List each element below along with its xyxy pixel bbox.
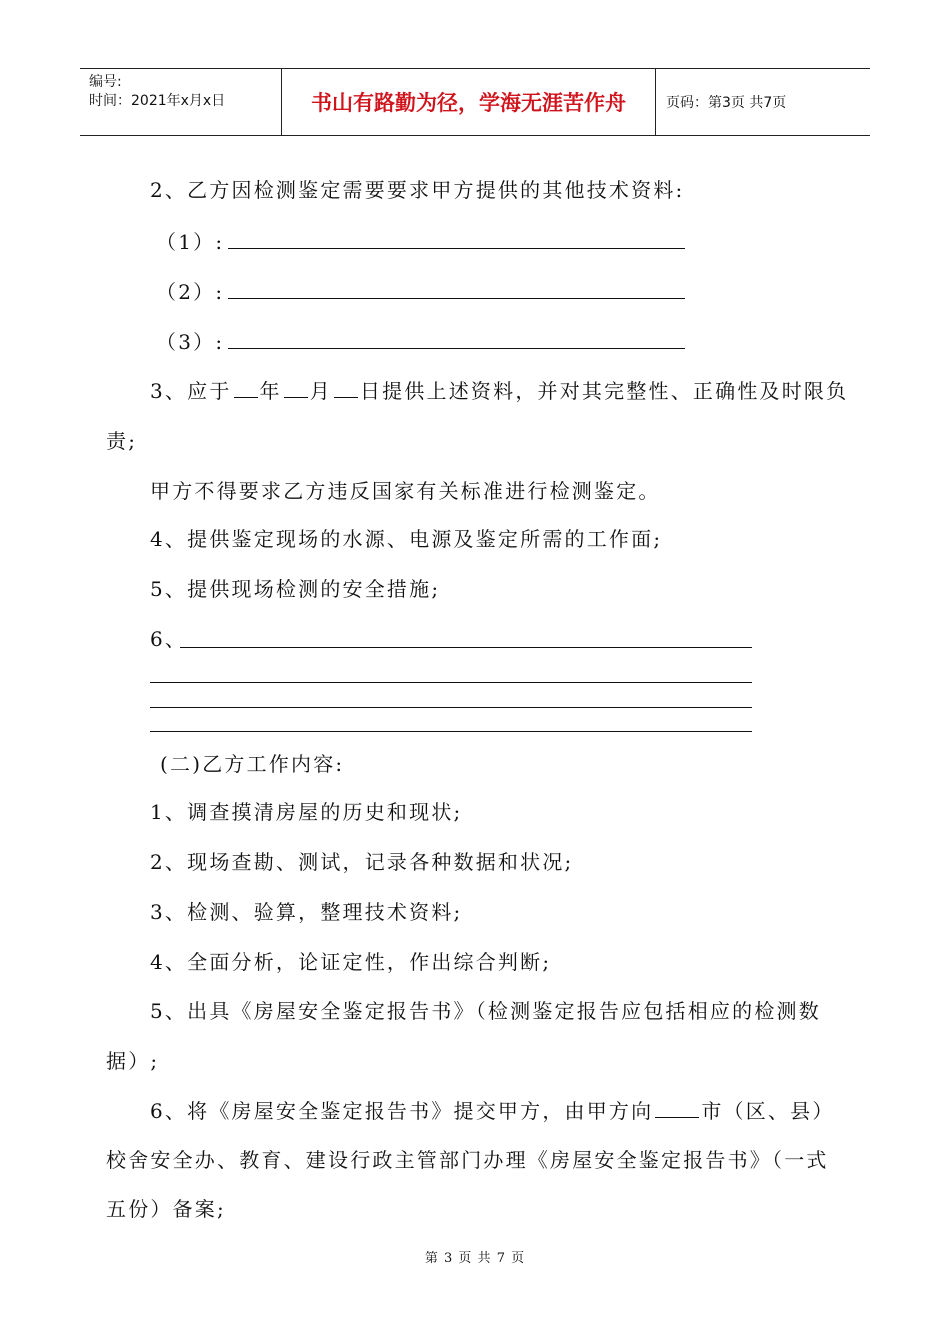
blank-item-1-label: （1）: (156, 230, 225, 254)
requirement-item-3 (150, 379, 848, 403)
blank-line-2[interactable] (228, 298, 685, 299)
work-item-1: 1、调查摸清房屋的历史和现状; (150, 800, 463, 824)
requirement-item-2: 2、乙方因检测鉴定需要要求甲方提供的其他技术资料: (150, 178, 685, 202)
item3-text-c: 月 (309, 379, 332, 403)
month-blank[interactable] (284, 379, 308, 398)
blank-item-1 (156, 230, 224, 254)
item3-text-b: 年 (259, 379, 282, 403)
blank-item-3 (156, 330, 224, 354)
work-item-5-continued: 据）; (106, 1049, 160, 1073)
blank-item-2-label: （2）: (156, 280, 225, 304)
blank-item-3-label: （3）: (156, 330, 225, 354)
work-item-5: 5、出具《房屋安全鉴定报告书》（检测鉴定报告应包括相应的检测数 (150, 999, 821, 1023)
requirement-item-4: 4、提供鉴定现场的水源、电源及鉴定所需的工作面; (150, 527, 663, 551)
work-item-6 (150, 1099, 835, 1123)
blank-line-3[interactable] (228, 348, 685, 349)
document-date-label: 时间：2021年x月x日 (89, 93, 226, 109)
document-number-label: 编号: (89, 74, 122, 90)
requirement-item-3-continued: 责; (106, 429, 138, 453)
work-item-6-text-a: 6、将《房屋安全鉴定报告书》提交甲方，由甲方向 (150, 1099, 654, 1123)
work-item-2: 2、现场查勘、测试，记录各种数据和状况; (150, 850, 574, 874)
city-blank[interactable] (655, 1099, 699, 1118)
requirement-item-5: 5、提供现场检测的安全措施; (150, 577, 441, 601)
header-meta (80, 69, 282, 135)
blank-item-2 (156, 280, 224, 304)
item6-blank-line-1[interactable] (180, 647, 752, 648)
header-motto: 书山有路勤为径，学海无涯苦作舟 (282, 69, 656, 135)
item6-blank-line-2[interactable] (150, 682, 752, 683)
work-item-6-continued-2: 五份）备案; (106, 1197, 226, 1221)
section-heading-party-b-work: (二)乙方工作内容: (160, 752, 345, 776)
year-blank[interactable] (234, 379, 258, 398)
note-line: 甲方不得要求乙方违反国家有关标准进行检测鉴定。 (150, 479, 661, 503)
work-item-6-text-b: 市（区、县） (701, 1099, 835, 1123)
day-blank[interactable] (334, 379, 358, 398)
blank-line-1[interactable] (228, 248, 685, 249)
page-footer: 第 3 页 共 7 页 (424, 1251, 526, 1266)
item3-text-d: 日提供上述资料，并对其完整性、正确性及时限负 (359, 379, 849, 403)
work-item-6-continued-1: 校舍安全办、教育、建设行政主管部门办理《房屋安全鉴定报告书》（一式 (106, 1148, 829, 1172)
work-item-3: 3、检测、验算，整理技术资料; (150, 900, 463, 924)
item6-blank-line-3[interactable] (150, 707, 752, 708)
page-header (80, 68, 870, 136)
requirement-item-6: 6、 (150, 627, 188, 651)
header-page-info: 页码：第3页 共7页 (666, 95, 787, 111)
item3-text-a: 3、应于 (150, 379, 232, 403)
item6-blank-line-4[interactable] (150, 731, 752, 732)
work-item-4: 4、全面分析，论证定性，作出综合判断; (150, 950, 552, 974)
